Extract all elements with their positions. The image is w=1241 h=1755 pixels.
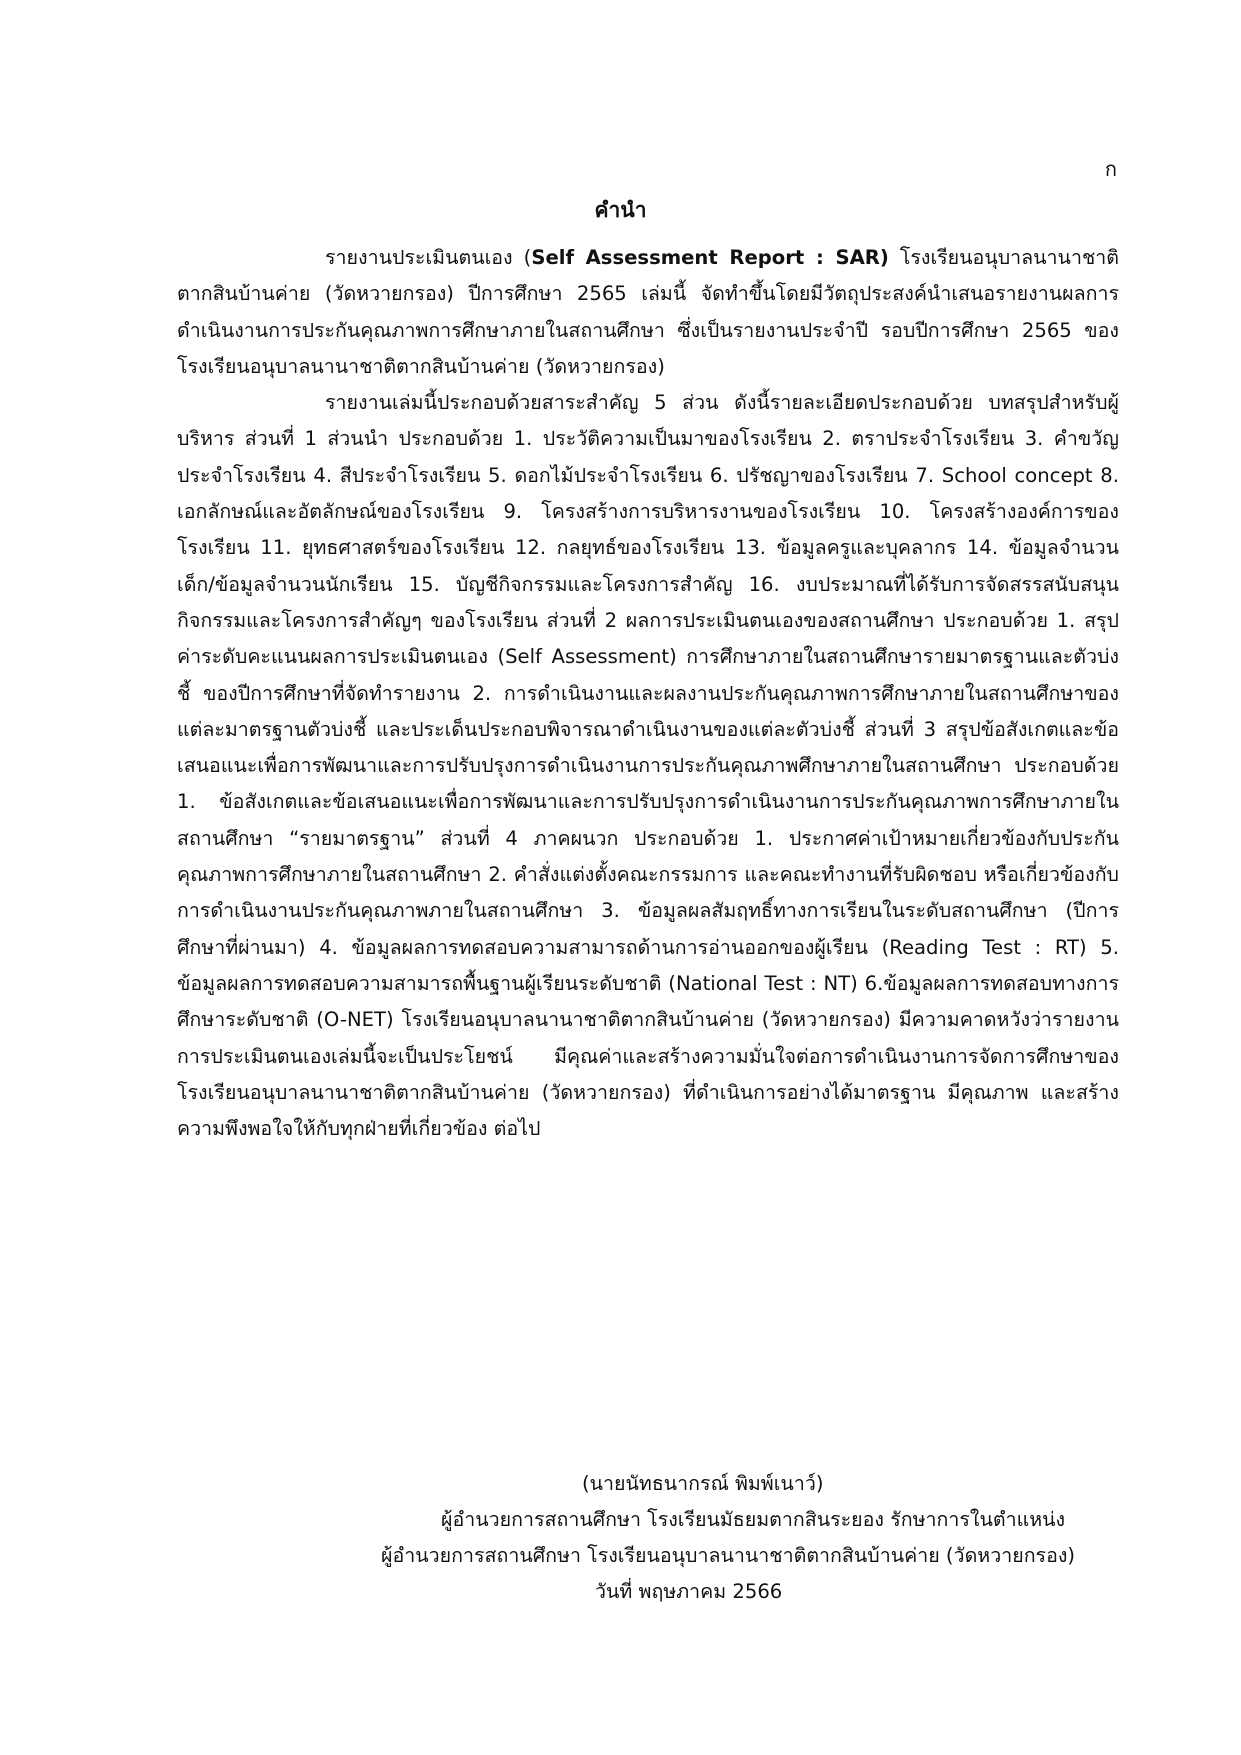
page-number: ก <box>1104 157 1117 181</box>
paragraph-1-report-name: Self Assessment Report : SAR) <box>531 246 889 269</box>
foreword-body <box>177 240 1119 1147</box>
signatory-position-2: ผู้อำนวยการสถานศึกษา โรงเรียนอนุบาลนานาชาติตากสินบ้านค่าย (วัดหวายกรอง) <box>381 1544 1076 1567</box>
signatory-position-1: ผู้อำนวยการสถานศึกษา โรงเรียนมัธยมตากสินระยอง รักษาการในตำแหน่ง <box>441 1508 1066 1531</box>
paragraph-2: รายงานเล่มนี้ประกอบด้วยสาระสำคัญ 5 ส่วน ดังนี้รายละเอียดประกอบด้วย บทสรุปสำหรับผู้บริหาร ส่วนที่ 1 ส่วนนำ ประกอบด้วย 1. ประวัติความเป็นมาของโรงเรียน 2. ตราประจำโรงเรียน 3. คำขวัญประจำโรงเรียน 4. สีประจำโรงเรียน 5. ดอกไม้ประจำโรงเรียน 6. ปรัชญาของโรงเรียน 7. School concept 8. เอกลักษณ์และอัตลักษณ์ของโรงเรียน 9. โครงสร้างการบริหารงานของโรงเรียน 10. โครงสร้างองค์การของโรงเรียน 11. ยุทธศาสตร์ของโรงเรียน 12. กลยุทธ์ของโรงเรียน 13. ข้อมูลครูและบุคลากร 14. ข้อมูลจำนวนเด็ก/ข้อมูลจำนวนนักเรียน 15. บัญชีกิจกรรมและโครงการสำคัญ 16. งบประมาณที่ได้รับการจัดสรรสนับสนุนกิจกรรมและโครงการสำคัญๆ ของโรงเรียน ส่วนที่ 2 ผลการประเมินตนเองของสถานศึกษา ประกอบด้วย 1. สรุปค่าระดับคะแนนผลการประเมินตนเอง (Self Assessment) การศึกษาภายในสถานศึกษารายมาตรฐานและตัวบ่งชี้ ของปีการศึกษาที่จัดทำรายงาน 2. การดำเนินงานและผลงานประกันคุณภาพการศึกษาภายในสถานศึกษาของแต่ละมาตรฐานตัวบ่งชี้ และประเด็นประกอบพิจารณาดำเนินงานของแต่ละตัวบ่งชี้ ส่วนที่ 3 สรุปข้อสังเกตและข้อเสนอแนะเพื่อการพัฒนาและการปรับปรุงการดำเนินงานการประกันคุณภาพศึกษาภายในสถานศึกษา ประกอบด้วย 1. ข้อสังเกตและข้อเสนอแนะเพื่อการพัฒนาและการปรับปรุงการดำเนินงานการประกันคุณภาพการศึกษาภายในสถานศึกษา “รายมาตรฐาน” ส่วนที่ 4 ภาคผนวก ประกอบด้วย 1. ประกาศค่าเป้าหมายเกี่ยวข้องกับประกันคุณภาพการศึกษาภายในสถานศึกษา 2. คำสั่งแต่งตั้งคณะกรรมการ และคณะทำงานที่รับผิดชอบ หรือเกี่ยวข้องกับการดำเนินงานประกันคุณภาพภายในสถานศึกษา 3. ข้อมูลผลสัมฤทธิ์ทางการเรียนในระดับสถานศึกษา (ปีการศึกษาที่ผ่านมา) 4. ข้อมูลผลการทดสอบความสามารถด้านการอ่านออกของผู้เรียน (Reading Test : RT) 5. ข้อมูลผลการทดสอบความสามารถพื้นฐานผู้เรียนระดับชาติ (National Test : NT) 6.ข้อมูลผลการทดสอบทางการศึกษาระดับชาติ (O-NET) โรงเรียนอนุบาลนานาชาติตากสินบ้านค่าย (วัดหวายกรอง) มีความคาดหวังว่ารายงานการประเมินตนเองเล่มนี้จะเป็นประโยชน์ มีคุณค่าและสร้างความมั่นใจต่อการดำเนินงานการจัดการศึกษาของโรงเรียนอนุบาลนานาชาติตากสินบ้านค่าย (วัดหวายกรอง) ที่ดำเนินการอย่างได้มาตรฐาน มีคุณภาพ และสร้างความพึงพอใจให้กับทุกฝ่ายที่เกี่ยวข้อง ต่อไป <box>177 391 1119 1141</box>
paragraph-1-rest: โรงเรียนอนุบาลนานาชาติตากสินบ้านค่าย (วัดหวายกรอง) ปีการศึกษา 2565 เล่มนี้ จัดทำขึ้นโดยมีวัตถุประสงค์นำเสนอรายงานผลการดำเนินงานการประกันคุณภาพการศึกษาภายในสถานศึกษา ซึ่งเป็นรายงานประจำปี รอบปีการศึกษา 2565 ของโรงเรียนอนุบาลนานาชาติตากสินบ้านค่าย (วัดหวายกรอง) <box>177 246 1119 378</box>
paragraph-1 <box>177 240 1119 385</box>
page-title: คำนำ <box>594 198 647 222</box>
signatory-name: (นายนัทธนากรณ์ พิมพ์เนาว์) <box>582 1472 824 1495</box>
paragraph-1-intro: รายงานประเมินตนเอง ( <box>325 246 532 269</box>
signature-date: วันที่ พฤษภาคม 2566 <box>595 1580 783 1603</box>
